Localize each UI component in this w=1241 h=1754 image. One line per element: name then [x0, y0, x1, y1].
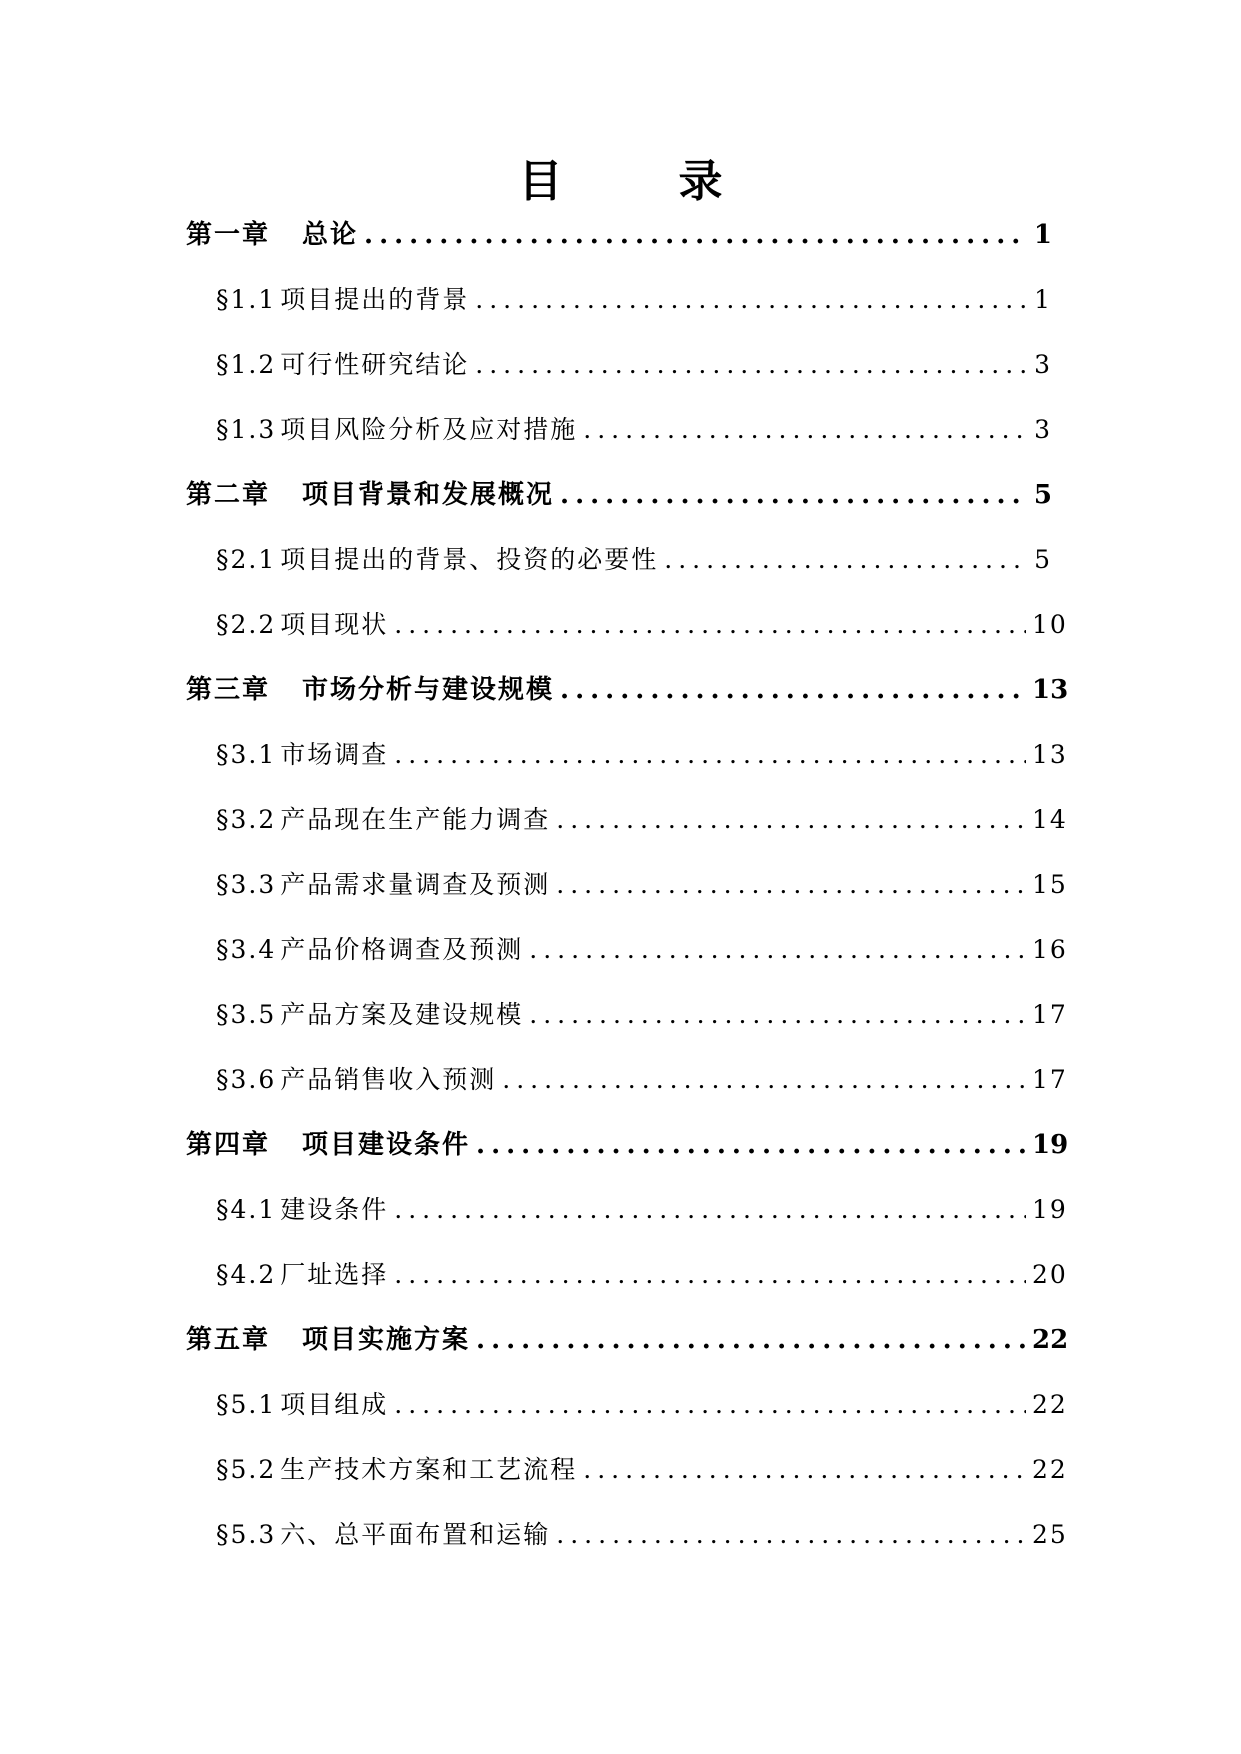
toc-dot-leader	[556, 1520, 1026, 1550]
toc-section-entry[interactable]	[186, 1000, 1068, 1065]
toc-entry-label	[186, 675, 554, 705]
toc-page-number: 14	[1032, 805, 1068, 834]
toc-page-number: 3	[1034, 415, 1052, 444]
toc-dot-leader	[394, 1195, 1026, 1225]
toc-entry-number: §3.6	[216, 1065, 277, 1094]
toc-entry-label	[216, 545, 658, 575]
toc-entry-number: §1.1	[216, 285, 277, 314]
toc-entry-number: 第二章	[186, 480, 271, 510]
toc-dot-leader	[529, 1000, 1026, 1030]
toc-entry-title: 厂址选择	[280, 1260, 389, 1289]
toc-entry-number: 第三章	[186, 675, 271, 705]
toc-entry-number: §1.3	[216, 415, 277, 444]
toc-entry-label	[216, 935, 523, 965]
toc-entry-title: 六、总平面布置和运输	[280, 1520, 551, 1549]
toc-entry-number: §4.2	[216, 1260, 277, 1289]
toc-section-entry[interactable]	[186, 545, 1052, 610]
toc-entry-title: 建设条件	[280, 1195, 389, 1224]
toc-entry-number: §3.5	[216, 1000, 277, 1029]
toc-dot-leader	[394, 1260, 1026, 1290]
toc-section-entry[interactable]	[186, 610, 1068, 675]
toc-entry-number: 第五章	[186, 1325, 271, 1355]
toc-chapter-entry[interactable]	[186, 675, 1069, 740]
toc-entry-label	[186, 220, 358, 250]
table-of-contents	[186, 220, 1069, 1585]
toc-chapter-entry[interactable]	[186, 1130, 1069, 1195]
toc-entry-label	[216, 870, 550, 900]
toc-entry-number: §2.1	[216, 545, 277, 574]
toc-entry-title: 项目实施方案	[302, 1325, 471, 1355]
toc-entry-number: 第四章	[186, 1130, 271, 1160]
toc-section-entry[interactable]	[186, 1065, 1068, 1130]
toc-entry-label	[216, 350, 469, 380]
toc-entry-title: 项目现状	[280, 610, 389, 639]
toc-section-entry[interactable]	[186, 1520, 1068, 1585]
toc-page-number: 19	[1032, 1195, 1068, 1224]
toc-entry-number: §3.4	[216, 935, 277, 964]
toc-entry-title: 产品需求量调查及预测	[280, 870, 551, 899]
toc-dot-leader	[529, 935, 1026, 965]
toc-entry-label	[216, 1260, 388, 1290]
toc-section-entry[interactable]	[186, 285, 1052, 350]
toc-entry-title: 项目背景和发展概况	[302, 480, 555, 510]
toc-entry-title: 项目提出的背景、投资的必要性	[280, 545, 659, 574]
toc-dot-leader	[364, 220, 1026, 250]
toc-dot-leader	[664, 545, 1026, 575]
toc-entry-title: 总论	[302, 220, 359, 250]
toc-section-entry[interactable]	[186, 1195, 1068, 1260]
toc-page-number: 13	[1032, 740, 1068, 769]
toc-page-number: 10	[1032, 610, 1068, 639]
toc-entry-number: §5.2	[216, 1455, 277, 1484]
toc-chapter-entry[interactable]	[186, 220, 1052, 285]
toc-dot-leader	[556, 805, 1026, 835]
toc-entry-title: 生产技术方案和工艺流程	[280, 1455, 578, 1484]
toc-entry-label	[186, 1130, 470, 1160]
toc-entry-number: §3.3	[216, 870, 277, 899]
toc-entry-label	[216, 740, 388, 770]
toc-section-entry[interactable]	[186, 870, 1068, 935]
toc-page-number: 15	[1032, 870, 1068, 899]
toc-entry-label	[216, 1455, 577, 1485]
toc-section-entry[interactable]	[186, 805, 1068, 870]
toc-section-entry[interactable]	[186, 1455, 1068, 1520]
toc-entry-title: 项目建设条件	[302, 1130, 471, 1160]
toc-dot-leader	[560, 675, 1026, 705]
toc-page-number: 22	[1032, 1455, 1068, 1484]
toc-entry-title: 项目组成	[280, 1390, 389, 1419]
toc-page-number: 13	[1032, 675, 1069, 705]
toc-dot-leader	[560, 480, 1026, 510]
toc-entry-title: 市场分析与建设规模	[302, 675, 555, 705]
toc-entry-label	[186, 1325, 470, 1355]
toc-section-entry[interactable]	[186, 1260, 1068, 1325]
toc-section-entry[interactable]	[186, 350, 1052, 415]
toc-entry-number: §5.1	[216, 1390, 277, 1419]
toc-page-number: 22	[1032, 1325, 1069, 1355]
toc-page-number: 22	[1032, 1390, 1068, 1419]
toc-page-number: 1	[1034, 285, 1052, 314]
toc-page-number: 19	[1032, 1130, 1069, 1160]
toc-chapter-entry[interactable]	[186, 1325, 1069, 1390]
toc-section-entry[interactable]	[186, 935, 1068, 1000]
toc-entry-number: §1.2	[216, 350, 277, 379]
toc-entry-label	[216, 1520, 550, 1550]
toc-entry-number: §4.1	[216, 1195, 277, 1224]
toc-dot-leader	[583, 415, 1026, 445]
toc-page-number: 17	[1032, 1065, 1068, 1094]
toc-entry-title: 市场调查	[280, 740, 389, 769]
toc-entry-title: 项目风险分析及应对措施	[280, 415, 578, 444]
toc-page-number: 5	[1034, 545, 1052, 574]
toc-entry-title: 项目提出的背景	[280, 285, 470, 314]
toc-dot-leader	[475, 285, 1026, 315]
toc-section-entry[interactable]	[186, 740, 1068, 805]
toc-entry-label	[216, 1065, 496, 1095]
toc-section-entry[interactable]	[186, 1390, 1068, 1455]
toc-entry-number: §3.2	[216, 805, 277, 834]
toc-dot-leader	[476, 1130, 1026, 1160]
toc-entry-label	[216, 285, 469, 315]
toc-entry-title: 可行性研究结论	[280, 350, 470, 379]
toc-page-number: 16	[1032, 935, 1068, 964]
toc-dot-leader	[476, 1325, 1026, 1355]
toc-entry-label	[216, 610, 388, 640]
toc-page-number: 17	[1032, 1000, 1068, 1029]
page-title: 目 录	[518, 156, 759, 207]
toc-page-number: 3	[1034, 350, 1052, 379]
toc-page-number: 1	[1033, 220, 1052, 250]
toc-dot-leader	[502, 1065, 1026, 1095]
toc-dot-leader	[394, 610, 1026, 640]
toc-dot-leader	[583, 1455, 1026, 1485]
toc-dot-leader	[556, 870, 1026, 900]
toc-dot-leader	[475, 350, 1026, 380]
toc-chapter-entry[interactable]	[186, 480, 1052, 545]
toc-dot-leader	[394, 1390, 1026, 1420]
toc-entry-number: §3.1	[216, 740, 277, 769]
toc-entry-label	[186, 480, 554, 510]
toc-page-number: 5	[1033, 480, 1052, 510]
toc-section-entry[interactable]	[186, 415, 1052, 480]
toc-entry-number: 第一章	[186, 220, 271, 250]
toc-page-number: 20	[1032, 1260, 1068, 1289]
toc-entry-number: §5.3	[216, 1520, 277, 1549]
toc-entry-title: 产品现在生产能力调查	[280, 805, 551, 834]
toc-entry-number: §2.2	[216, 610, 277, 639]
toc-entry-label	[216, 1000, 523, 1030]
toc-entry-label	[216, 805, 550, 835]
toc-entry-label	[216, 1390, 388, 1420]
toc-dot-leader	[394, 740, 1026, 770]
toc-entry-label	[216, 415, 577, 445]
toc-entry-title: 产品价格调查及预测	[280, 935, 524, 964]
toc-entry-title: 产品销售收入预测	[280, 1065, 497, 1094]
toc-entry-title: 产品方案及建设规模	[280, 1000, 524, 1029]
toc-page-number: 25	[1032, 1520, 1068, 1549]
toc-entry-label	[216, 1195, 388, 1225]
